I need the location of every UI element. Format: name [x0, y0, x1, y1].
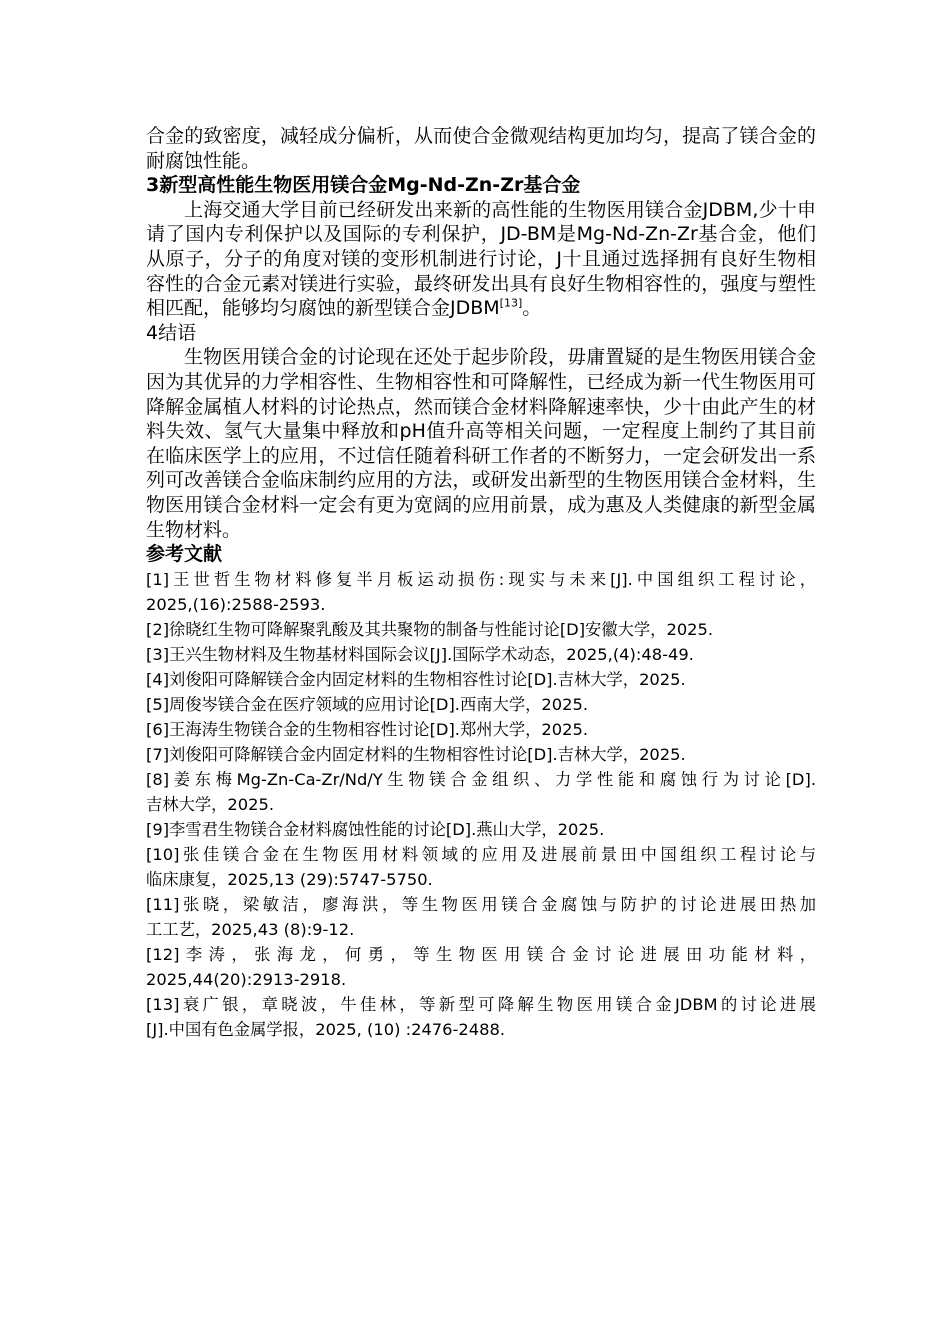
reference-item-cont: 工工艺，2025,43 (8):9-12. [146, 920, 355, 940]
section-3-text-end: 。 [522, 297, 542, 320]
reference-item: [13]衰广银，章晓波，牛佳林，等新型可降解生物医用镁合金JDBM的讨论进展 [146, 995, 816, 1015]
section-3-heading: 3新型高性能生物医用镁合金Mg-Nd-Zn-Zr基合金 [146, 174, 581, 197]
reference-item: [5]周俊岑镁合金在医疗领域的应用讨论[D].西南大学，2025. [146, 695, 588, 715]
reference-item: [3]王兴生物材料及生物基材料国际会议[J].国际学术动态，2025,(4):48-49. [146, 645, 694, 665]
reference-item-cont: [J].中国有色金属学报，2025, (10) :2476-2488. [146, 1020, 505, 1040]
intro-paragraph: 合金的致密度，减轻成分偏析，从而使合金微观结构更加均匀，提高了镁合金的耐腐蚀性能。 [146, 125, 816, 172]
reference-item: [12]李涛，张海龙，何勇，等生物医用镁合金讨论进展田功能材料， [146, 945, 816, 965]
reference-item: [9]李雪君生物镁合金材料腐蚀性能的讨论[D].燕山大学，2025. [146, 820, 605, 840]
reference-item: [8]姜东梅Mg-Zn-Ca-Zr/Nd/Y生物镁合金组织、力学性能和腐蚀行为讨论[D]. [146, 770, 816, 790]
section-4-paragraph: 生物医用镁合金的讨论现在还处于起步阶段，毋庸置疑的是生物医用镁合金因为其优异的力学相容性、生物相容性和可降解性，已经成为新一代生物医用可降解金属植人材料的讨论热点，然而镁合金材料降解速率快，少十由此产生的材料失效、氢气大量集中释放和pH值升高等相关问题，一定程度上制约了其目前在临床医学上的应用，不过信任随着科研工作者的不断努力，一定会研发出一系列可改善镁合金临床制约应用的方法，或研发出新型的生物医用镁合金材料，生物医用镁合金材料一定会有更为宽阔的应用前景，成为惠及人类健康的新型金属生物材料。 [146, 346, 816, 541]
reference-item: [10]张佳镁合金在生物医用材料领域的应用及进展前景田中国组织工程讨论与 [146, 845, 816, 865]
reference-item-cont: 2025,44(20):2913-2918. [146, 970, 347, 990]
reference-item-cont: 2025,(16):2588-2593. [146, 595, 326, 615]
section-3-paragraph [146, 198, 816, 321]
reference-item: [1]王世哲生物材料修复半月板运动损伤:现实与未来[J].中国组织工程讨论， [146, 570, 816, 590]
reference-item-cont: 吉林大学，2025. [146, 795, 275, 815]
reference-item: [2]徐晓红生物可降解聚乳酸及其共聚物的制备与性能讨论[D]安徽大学，2025. [146, 620, 714, 640]
references-title: 参考文献 [146, 543, 223, 566]
reference-item: [4]刘俊阳可降解镁合金内固定材料的生物相容性讨论[D].吉林大学，2025. [146, 670, 686, 690]
section-4-heading: 4结语 [146, 321, 197, 344]
reference-item: [6]王海涛生物镁合金的生物相容性讨论[D].郑州大学，2025. [146, 720, 588, 740]
reference-list [146, 567, 816, 1042]
citation-13[interactable]: [13] [499, 296, 523, 310]
reference-item: [11]张晓，梁敏洁，廖海洪，等生物医用镁合金腐蚀与防护的讨论进展田热加 [146, 895, 816, 915]
section-3-text: 上海交通大学目前已经研发出来新的高性能的生物医用镁合金JDBM,少十申请了国内专利保护以及国际的专利保护，JD-BM是Mg-Nd-Zn-Zr基合金，他们从原子，分子的角度对镁的变形机制进行讨论，J十且通过选择拥有良好生物相容性的合金元素对镁进行实验，最终研发出具有良好生物相容性的，强度与塑性相匹配，能够均匀腐蚀的新型镁合金JDBM [146, 198, 816, 320]
reference-item: [7]刘俊阳可降解镁合金内固定材料的生物相容性讨论[D].吉林大学，2025. [146, 745, 686, 765]
document-page [146, 124, 816, 1042]
reference-item-cont: 临床康复，2025,13 (29):5747-5750. [146, 870, 433, 890]
